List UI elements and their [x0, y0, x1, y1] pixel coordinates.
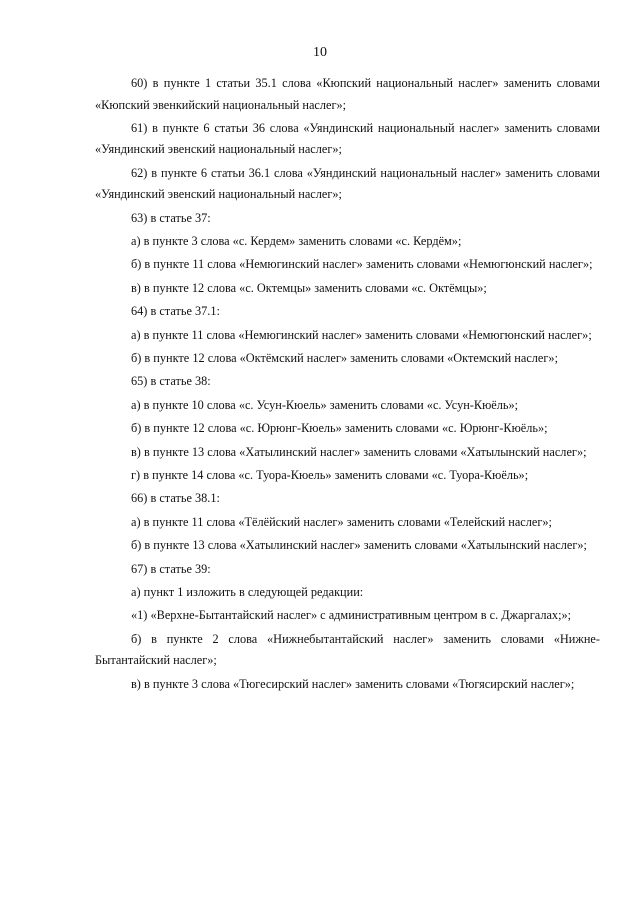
paragraph: б) в пункте 12 слова «Октёмский наслег» заменить словами «Октемский наслег»; [131, 351, 558, 366]
paragraph: 62) в пункте 6 статьи 36.1 слова «Уяндинский национальный наслег» заменить словами «Уяндинский эвенский национальный наслег»; [95, 165, 600, 202]
paragraph: а) в пункте 3 слова «с. Кердем» заменить словами «с. Кердём»; [131, 234, 462, 249]
document-body [95, 73, 600, 697]
paragraph: 66) в статье 38.1: [131, 491, 220, 506]
paragraph: 64) в статье 37.1: [131, 304, 220, 319]
paragraph: б) в пункте 11 слова «Немюгинский наслег» заменить словами «Немюгюнский наслег»; [131, 257, 593, 272]
paragraph: г) в пункте 14 слова «с. Туора-Кюель» заменить словами «с. Туора-Кюёль»; [131, 467, 529, 482]
paragraph: б) в пункте 2 слова «Нижнебытантайский наслег» заменить словами «Нижне-Бытантайский наслег»; [95, 631, 600, 668]
paragraph: а) в пункте 11 слова «Тёлёйский наслег» заменить словами «Телейский наслег»; [131, 514, 552, 529]
paragraph: в) в пункте 13 слова «Хатылинский наслег» заменить словами «Хатылынский наслег»; [131, 444, 587, 459]
paragraph: а) в пункте 11 слова «Немюгинский наслег» заменить словами «Немюгюнский наслег»; [131, 327, 592, 342]
paragraph: «1) «Верхне-Бытантайский наслег» с административным центром в с. Джаргалах;»; [131, 608, 572, 623]
paragraph: 63) в статье 37: [131, 210, 211, 225]
paragraph: в) в пункте 12 слова «с. Октемцы» заменить словами «с. Октёмцы»; [131, 280, 487, 295]
paragraph: 60) в пункте 1 статьи 35.1 слова «Кюпский национальный наслег» заменить словами «Кюпский эвенкийский национальный наслег»; [95, 76, 600, 112]
paragraph: а) в пункте 10 слова «с. Усун-Кюель» заменить словами «с. Усун-Кюёль»; [131, 397, 519, 412]
paragraph: б) в пункте 12 слова «с. Юрюнг-Кюель» заменить словами «с. Юрюнг-Кюёль»; [131, 421, 548, 436]
paragraph: в) в пункте 3 слова «Тюгесирский наслег» заменить словами «Тюгясирский наслег»; [131, 676, 575, 691]
paragraph: 65) в статье 38: [131, 374, 211, 389]
paragraph: а) пункт 1 изложить в следующей редакции: [131, 584, 364, 599]
paragraph: 61) в пункте 6 статьи 36 слова «Уяндинский национальный наслег» заменить словами «Уяндинский эвенский национальный наслег»; [95, 120, 600, 157]
page-number: 10 [313, 45, 327, 60]
paragraph: б) в пункте 13 слова «Хатылинский наслег» заменить словами «Хатылынский наслег»; [131, 538, 587, 553]
paragraph: 67) в статье 39: [131, 561, 211, 576]
